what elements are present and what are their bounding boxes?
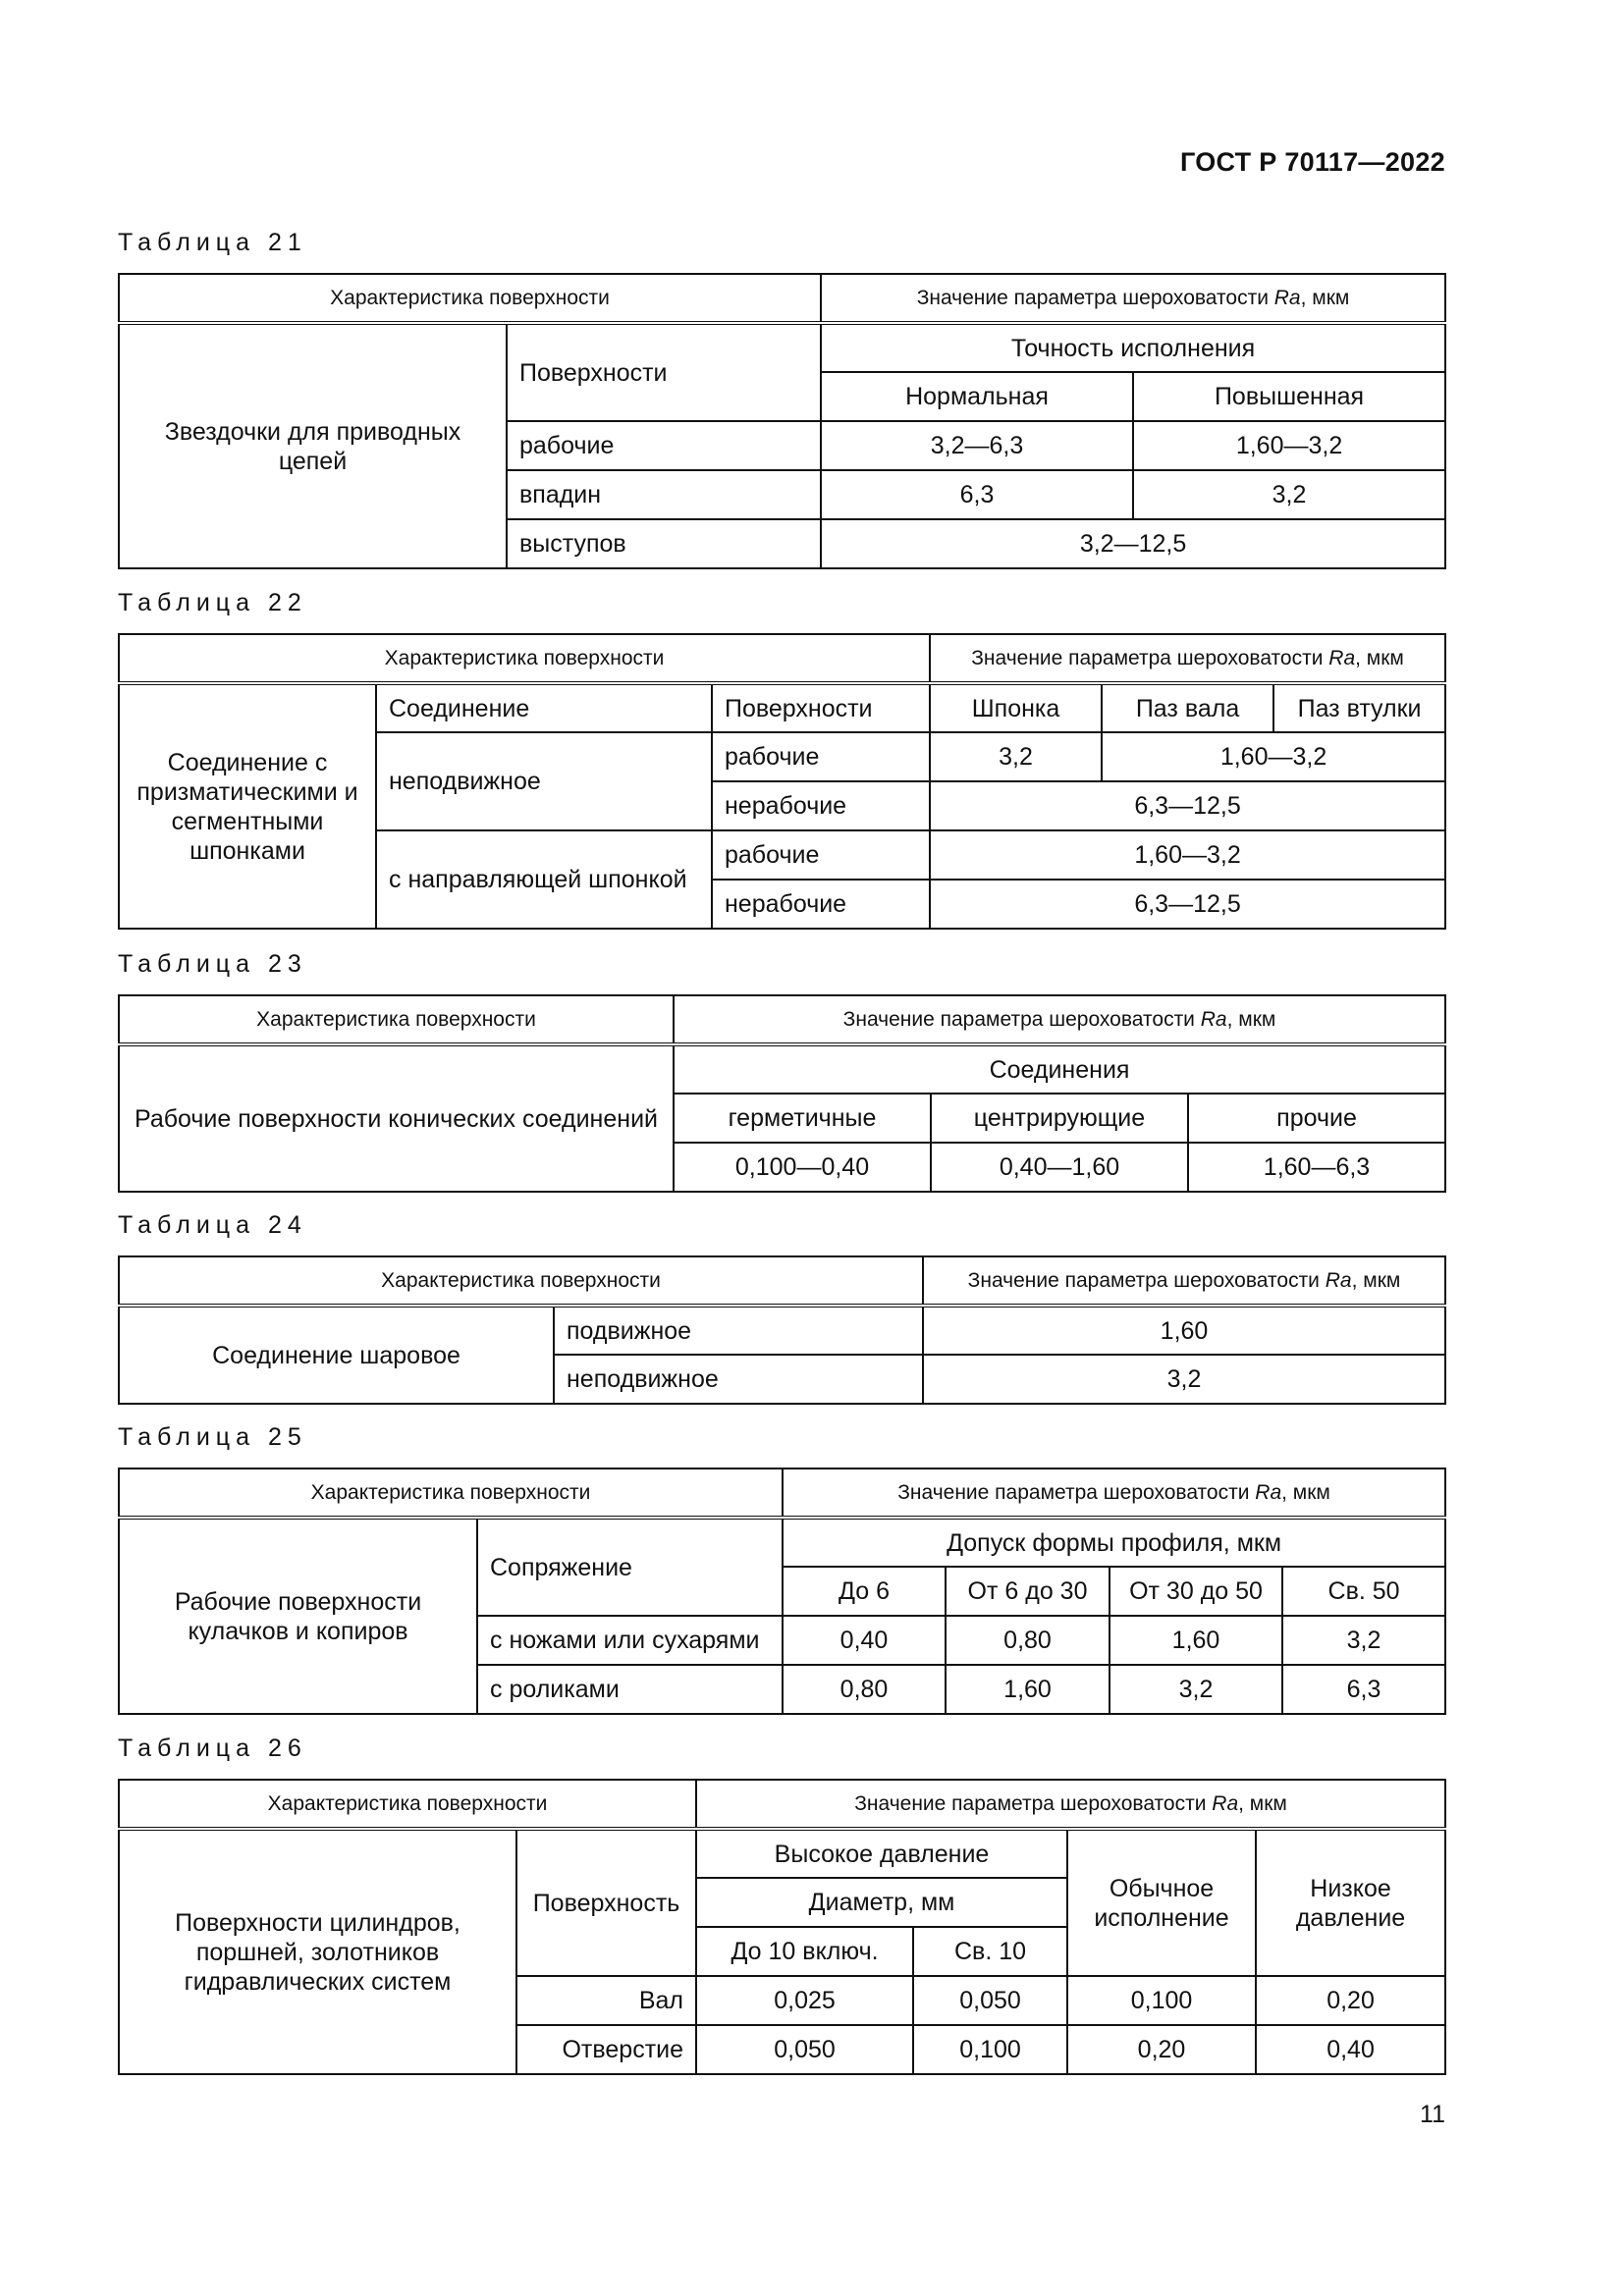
cell-value: 6,3 [1282,1665,1445,1714]
header-roughness-value: Значение параметра шероховатости Ra, мкм [783,1468,1445,1518]
document-code: ГОСТ Р 70117—2022 [1179,147,1445,177]
row-label: с ножами или сухарями [477,1616,783,1665]
cell-value: 0,40 [1256,2025,1445,2074]
row-label: подвижное [554,1306,923,1355]
header-key: Шпонка [930,683,1102,732]
cell-value: 3,2 [1282,1616,1445,1665]
header-surface-characteristic: Характеристика поверхности [119,634,930,683]
connection-guide-key: с направляющей шпонкой [376,830,712,929]
cell-value: 1,60—3,2 [1133,421,1445,470]
cell-value: 0,20 [1256,1976,1445,2025]
row-label: впадин [507,470,821,519]
header-surface: Поверхность [516,1829,696,1976]
header-surface-characteristic: Характеристика поверхности [119,1468,783,1518]
cell-value: 3,2 [923,1355,1445,1404]
table-26 [118,1779,1446,2075]
header-roughness-value: Значение параметра шероховатости Ra, мкм [674,995,1445,1044]
item-label: Поверхности цилиндров, поршней, золотников гидравлических систем [119,1829,516,2074]
cell-value: 1,60—3,2 [1102,732,1445,781]
cell-value: 3,2 [1133,470,1445,519]
cell-value: 0,80 [946,1616,1110,1665]
header-high-pressure: Высокое давление [696,1829,1067,1878]
row-label: неподвижное [554,1355,923,1404]
table-24-caption: Таблица 24 [118,1211,307,1239]
header-profile-tolerance: Допуск формы профиля, мкм [783,1518,1445,1567]
connection-fixed: неподвижное [376,732,712,830]
table-25-caption: Таблица 25 [118,1423,307,1451]
cell-value: 0,20 [1067,2025,1256,2074]
table-21 [118,273,1446,569]
page-number: 11 [1420,2101,1445,2128]
header-roughness-value: Значение параметра шероховатости Ra, мкм [930,634,1445,683]
cell-value: 1,60—3,2 [930,830,1445,880]
header-tolerance-range: От 30 до 50 [1110,1567,1282,1616]
cell-value: 0,050 [696,2025,913,2074]
header-surface-characteristic: Характеристика поверхности [119,1256,923,1306]
header-increased: Повышенная [1133,372,1445,421]
header-tolerance-range: До 6 [783,1567,946,1616]
header-other: прочие [1188,1094,1445,1143]
cell-value: 0,100—0,40 [674,1143,931,1192]
table-21-caption: Таблица 21 [118,229,307,256]
cell-value: 0,40—1,60 [931,1143,1188,1192]
header-surfaces: Поверхности [507,323,821,421]
item-label: Рабочие поверхности конических соединений [119,1044,674,1192]
cell-value: 3,2—12,5 [821,519,1445,568]
cell-value: 6,3—12,5 [930,781,1445,830]
row-label: нерабочие [712,781,930,830]
header-hub-slot: Паз втулки [1273,683,1445,732]
header-normal: Нормальная [821,372,1133,421]
cell-value: 0,050 [913,1976,1067,2025]
table-24 [118,1255,1446,1405]
header-surface-characteristic: Характеристика поверхности [119,1780,696,1829]
cell-value: 0,40 [783,1616,946,1665]
cell-value: 0,025 [696,1976,913,2025]
header-roughness-value: Значение параметра шероховатости Ra, мкм [821,274,1445,323]
row-label: выступов [507,519,821,568]
header-shaft-slot: Паз вала [1102,683,1273,732]
header-normal-design: Обычное исполнение [1067,1829,1256,1976]
cell-value: 0,80 [783,1665,946,1714]
row-label: рабочие [507,421,821,470]
header-diameter-over-10: Св. 10 [913,1927,1067,1976]
header-centering: центрирующие [931,1094,1188,1143]
cell-value: 3,2 [1110,1665,1282,1714]
table-22-caption: Таблица 22 [118,589,307,616]
row-label: нерабочие [712,880,930,929]
header-low-pressure: Низкое давление [1256,1829,1445,1976]
cell-value: 3,2 [930,732,1102,781]
row-label: Отверстие [516,2025,696,2074]
row-label: Вал [516,1976,696,2025]
row-label: рабочие [712,830,930,880]
header-surfaces: Поверхности [712,683,930,732]
cell-value: 1,60 [1110,1616,1282,1665]
table-22 [118,633,1446,930]
header-mating: Сопряжение [477,1518,783,1616]
cell-value: 0,100 [913,2025,1067,2074]
cell-value: 1,60—6,3 [1188,1143,1445,1192]
cell-value: 0,100 [1067,1976,1256,2025]
header-tolerance-range: От 6 до 30 [946,1567,1110,1616]
table-23 [118,994,1446,1193]
header-roughness-value: Значение параметра шероховатости Ra, мкм [696,1780,1445,1829]
cell-value: 1,60 [923,1306,1445,1355]
table-row [119,1306,1445,1355]
table-23-caption: Таблица 23 [118,950,307,978]
cell-value: 3,2—6,3 [821,421,1133,470]
header-hermetic: герметичные [674,1094,931,1143]
header-surface-characteristic: Характеристика поверхности [119,995,674,1044]
header-connection: Соединение [376,683,712,732]
header-precision: Точность исполнения [821,323,1445,372]
row-label: с роликами [477,1665,783,1714]
header-tolerance-range: Св. 50 [1282,1567,1445,1616]
header-roughness-value: Значение параметра шероховатости Ra, мкм [923,1256,1445,1306]
cell-value: 1,60 [946,1665,1110,1714]
row-label: рабочие [712,732,930,781]
header-diameter: Диаметр, мм [696,1878,1067,1927]
table-25 [118,1468,1446,1715]
header-connections: Соединения [674,1044,1445,1094]
item-label: Соединение шаровое [119,1306,554,1404]
item-label: Звездочки для приводных цепей [119,323,507,568]
cell-value: 6,3 [821,470,1133,519]
header-diameter-up-to-10: До 10 включ. [696,1927,913,1976]
header-surface-characteristic: Характеристика поверхности [119,274,821,323]
item-label: Рабочие поверхности кулачков и копиров [119,1518,477,1714]
item-label: Соединение с призматическими и сегментными шпонками [119,683,376,929]
cell-value: 6,3—12,5 [930,880,1445,929]
table-26-caption: Таблица 26 [118,1735,307,1762]
